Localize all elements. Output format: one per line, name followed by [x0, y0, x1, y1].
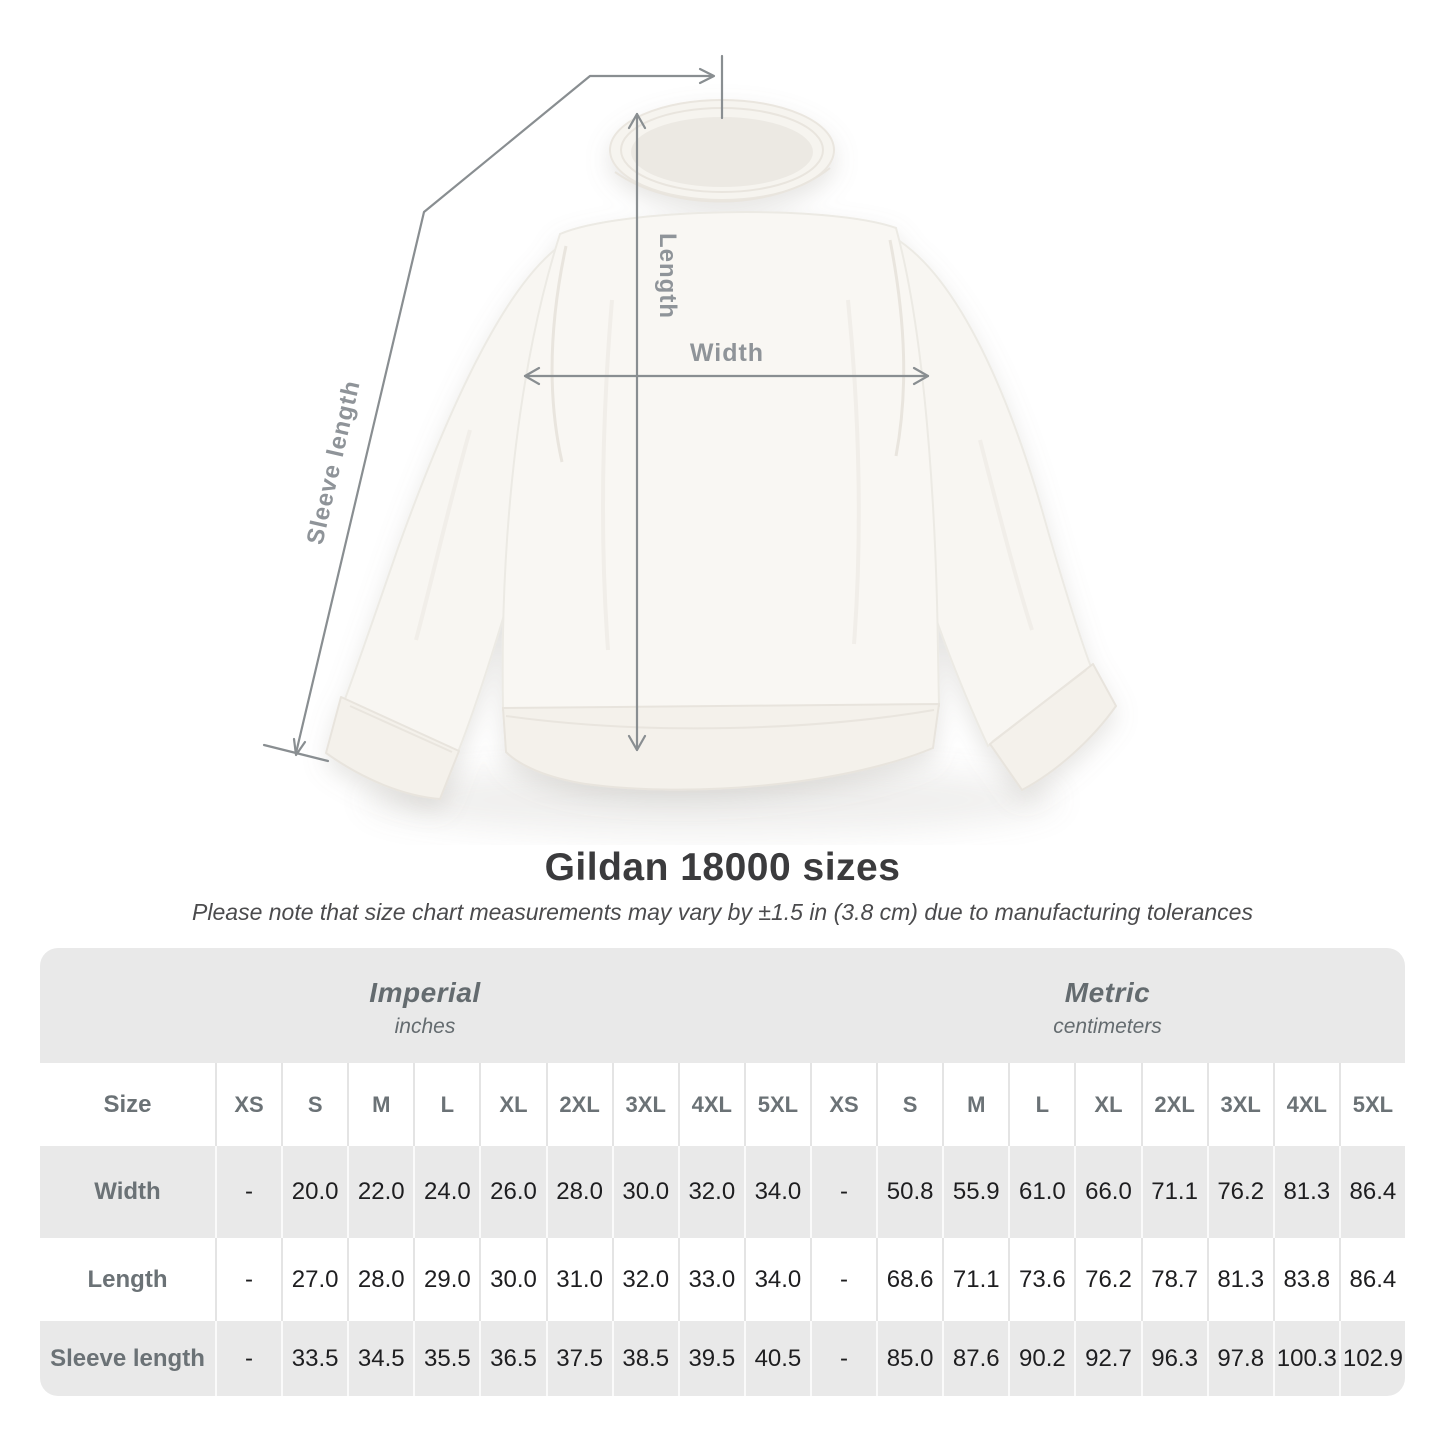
table-body: [40, 1146, 1405, 1396]
size-column-header: 5XL: [744, 1063, 810, 1146]
table-cell: -: [810, 1146, 876, 1238]
table-cell: 34.0: [744, 1146, 810, 1238]
table-cell: -: [215, 1146, 281, 1238]
size-table: [40, 948, 1405, 1396]
table-cell: 87.6: [942, 1321, 1008, 1396]
table-cell: 66.0: [1074, 1146, 1140, 1238]
table-cell: 73.6: [1008, 1238, 1074, 1321]
table-cell: 90.2: [1008, 1321, 1074, 1396]
metric-unit: centimeters: [1053, 1014, 1162, 1038]
table-cell: 20.0: [281, 1146, 347, 1238]
table-cell: 71.1: [1141, 1146, 1207, 1238]
table-cell: 71.1: [942, 1238, 1008, 1321]
metric-section-header: [810, 948, 1405, 1063]
row-label: Width: [94, 1178, 161, 1205]
table-cell: 50.8: [876, 1146, 942, 1238]
table-cell: 28.0: [347, 1238, 413, 1321]
table-cell: 26.0: [479, 1146, 545, 1238]
table-cell: 86.4: [1339, 1146, 1405, 1238]
page-title: Gildan 18000 sizes: [544, 846, 901, 889]
tolerance-note: Please note that size chart measurements may vary by ±1.5 in (3.8 cm) due to manufacturing tolerances: [192, 899, 1253, 925]
size-column-header: L: [1008, 1063, 1074, 1146]
table-cell: -: [215, 1321, 281, 1396]
table-cell: 33.0: [678, 1238, 744, 1321]
table-cell: 85.0: [876, 1321, 942, 1396]
size-column-header: M: [347, 1063, 413, 1146]
table-cell: 24.0: [413, 1146, 479, 1238]
table-row: [40, 1146, 1405, 1238]
size-column-header: XS: [810, 1063, 876, 1146]
table-cell: 100.3: [1273, 1321, 1339, 1396]
table-cell: 30.0: [479, 1238, 545, 1321]
table-cell: 86.4: [1339, 1238, 1405, 1321]
row-label: Length: [87, 1265, 168, 1293]
table-cell: 37.5: [546, 1321, 612, 1396]
width-label: Width: [689, 339, 765, 367]
size-column-header: 4XL: [1273, 1063, 1339, 1146]
table-cell: 34.0: [744, 1238, 810, 1321]
imperial-title: Imperial: [369, 976, 481, 1008]
imperial-unit: inches: [394, 1014, 456, 1038]
table-cell: 96.3: [1141, 1321, 1207, 1396]
table-cell: 76.2: [1074, 1238, 1140, 1321]
row-label: Sleeve length: [50, 1344, 205, 1372]
sleeve-length-label: Sleeve length: [301, 377, 366, 548]
size-column-header: XL: [479, 1063, 545, 1146]
collar-opening: [631, 117, 813, 187]
table-cell: -: [810, 1238, 876, 1321]
table-cell: 28.0: [546, 1146, 612, 1238]
table-cell: 35.5: [413, 1321, 479, 1396]
metric-title: Metric: [1064, 976, 1151, 1008]
table-header-row: [40, 1063, 1405, 1146]
size-column-header: S: [281, 1063, 347, 1146]
table-cell: -: [215, 1238, 281, 1321]
table-cell: 78.7: [1141, 1238, 1207, 1321]
size-column-header: S: [876, 1063, 942, 1146]
table-cell: 31.0: [546, 1238, 612, 1321]
table-cell: 32.0: [678, 1146, 744, 1238]
table-cell: 61.0: [1008, 1146, 1074, 1238]
table-cell: 22.0: [347, 1146, 413, 1238]
size-column-header: 2XL: [1141, 1063, 1207, 1146]
sweatshirt-garment: [326, 100, 1116, 799]
size-column-header: 2XL: [546, 1063, 612, 1146]
size-column-header: XS: [215, 1063, 281, 1146]
table-cell: 33.5: [281, 1321, 347, 1396]
size-column-header: 3XL: [612, 1063, 678, 1146]
table-cell: 81.3: [1273, 1146, 1339, 1238]
table-cell: 32.0: [612, 1238, 678, 1321]
table-cell: 102.9: [1339, 1321, 1405, 1396]
table-cell: 34.5: [347, 1321, 413, 1396]
table-cell: 38.5: [612, 1321, 678, 1396]
table-cell: 81.3: [1207, 1238, 1273, 1321]
table-row: [40, 1238, 1405, 1321]
table-cell: 30.0: [612, 1146, 678, 1238]
size-column-header: M: [942, 1063, 1008, 1146]
table-cell: 40.5: [744, 1321, 810, 1396]
table-cell: 36.5: [479, 1321, 545, 1396]
size-corner-label: Size: [103, 1090, 152, 1118]
table-cell: 55.9: [942, 1146, 1008, 1238]
table-unit-band: [40, 948, 1405, 1063]
table-cell: 83.8: [1273, 1238, 1339, 1321]
table-cell: 27.0: [281, 1238, 347, 1321]
table-cell: 92.7: [1074, 1321, 1140, 1396]
length-label: Length: [654, 233, 681, 319]
table-cell: 76.2: [1207, 1146, 1273, 1238]
table-cell: -: [810, 1321, 876, 1396]
table-row: [40, 1321, 1405, 1396]
size-column-header: 5XL: [1339, 1063, 1405, 1146]
table-cell: 29.0: [413, 1238, 479, 1321]
table-cell: 68.6: [876, 1238, 942, 1321]
imperial-section-header: [40, 948, 810, 1063]
table-cell: 39.5: [678, 1321, 744, 1396]
size-column-header: 4XL: [678, 1063, 744, 1146]
table-cell: 97.8: [1207, 1321, 1273, 1396]
size-column-header: L: [413, 1063, 479, 1146]
sweatshirt-body: [503, 212, 939, 710]
size-column-header: 3XL: [1207, 1063, 1273, 1146]
size-column-header: XL: [1074, 1063, 1140, 1146]
